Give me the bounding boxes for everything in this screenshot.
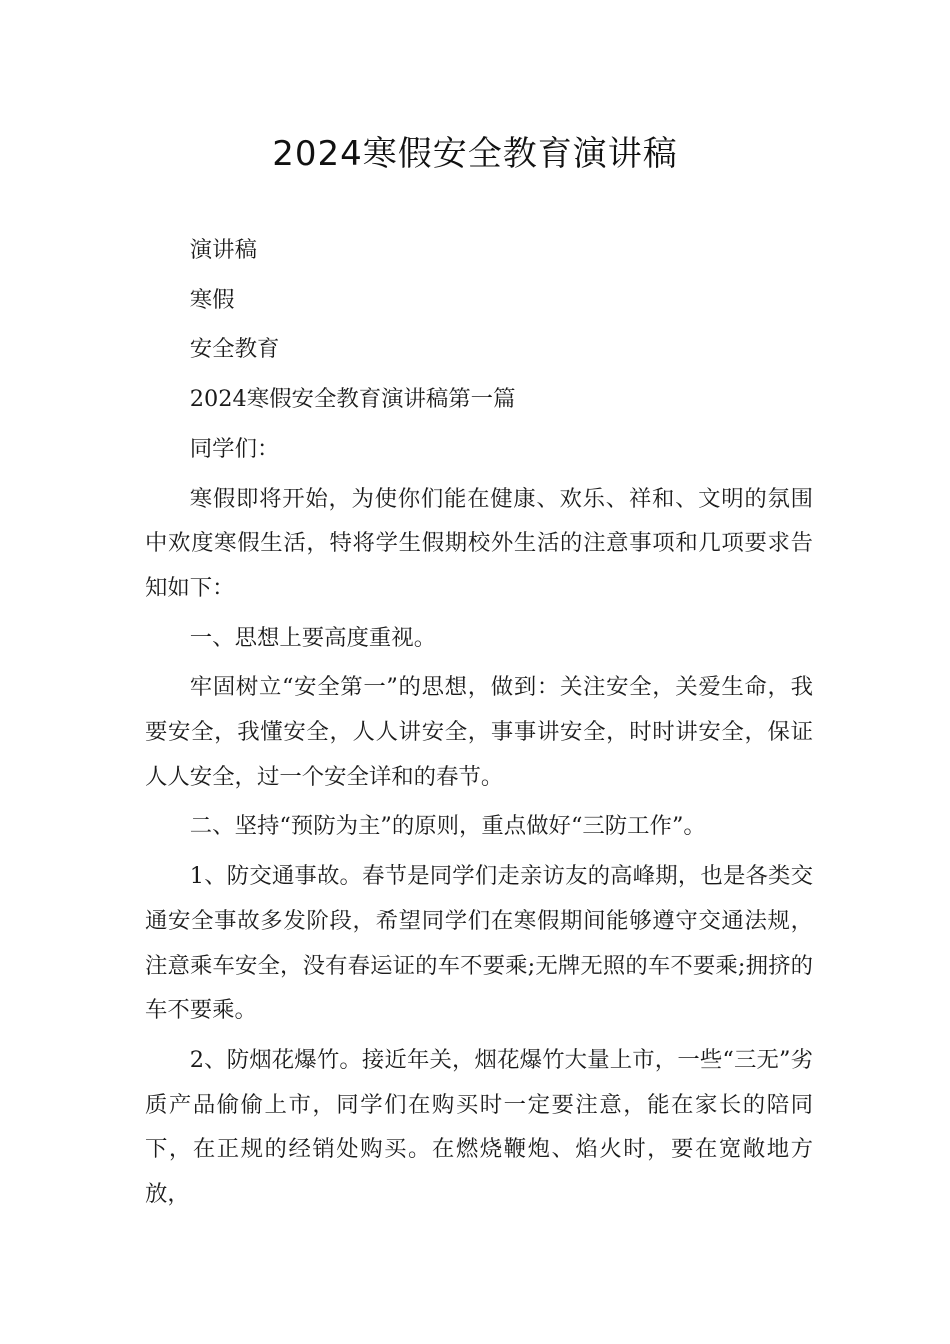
- paragraph-point-one: 一、思想上要高度重视。: [189, 624, 437, 651]
- paragraph-firework-safety: 2、防烟花爆竹。接近年关，烟花爆竹大量上市，一些“三无”劣质产品偷偷上市，同学们在购买时一定要注意，能在家长的陪同下，在正规的经销处购买。在燃烧鞭炮、焰火时，要在宽敞地方放，: [145, 1046, 813, 1208]
- paragraph-traffic-safety: 1、防交通事故。春节是同学们走亲访友的高峰期，也是各类交通安全事故多发阶段，希望同学们在寒假期间能够遵守交通法规，注意乘车安全，没有春运证的车不要乘;无牌无照的车不要乘;拥挤的车不要乘。: [145, 863, 813, 1024]
- paragraph-intro: 寒假即将开始，为使你们能在健康、欢乐、祥和、文明的氛围中欢度寒假生活，特将学生假期校外生活的注意事项和几项要求告知如下：: [145, 485, 813, 601]
- paragraph-keyword-speech: 演讲稿: [189, 237, 257, 263]
- paragraph-salutation: 同学们：: [189, 435, 280, 462]
- paragraph-keyword-safety-education: 安全教育: [189, 336, 280, 363]
- document-title: 2024寒假安全教育演讲稿: [272, 134, 678, 174]
- paragraph-point-two: 二、坚持“预防为主”的原则，重点做好“三防工作”。: [189, 813, 706, 840]
- paragraph-section-heading: 2024寒假安全教育演讲稿第一篇: [189, 386, 516, 413]
- paragraph-keyword-winter-break: 寒假: [189, 286, 235, 313]
- paragraph-safety-first: 牢固树立“安全第一”的思想，做到：关注安全，关爱生命，我要安全，我懂安全，人人讲安全，事事讲安全，时时讲安全，保证人人安全，过一个安全详和的春节。: [145, 674, 813, 790]
- document-body: [145, 228, 813, 1222]
